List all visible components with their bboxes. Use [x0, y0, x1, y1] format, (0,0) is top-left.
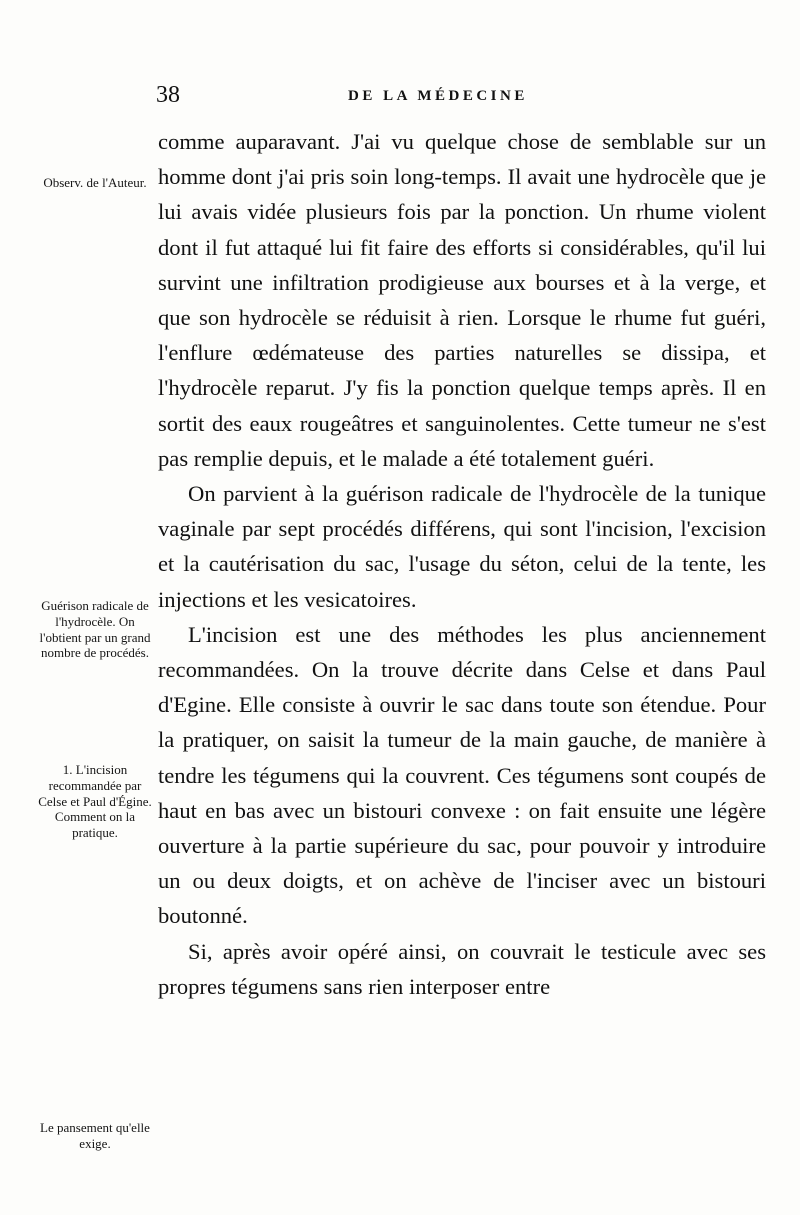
- margin-note-radical-cure: Guérison radicale de l'hydrocèle. On l'obtient par un grand nombre de procédés.: [39, 598, 151, 661]
- margin-note-incision: 1. L'incision recommandée par Celse et Paul d'Égine. Comment on la pratique.: [38, 762, 152, 841]
- page-number: 38: [156, 82, 180, 108]
- paragraph-incision: L'incision est une des méthodes les plus anciennement recommandées. On la trouve décrite dans Celse et dans Paul d'Egine. Elle consiste à ouvrir le sac dans toute son étendue. Pour la pratiquer, on saisit la tumeur de la main gauche, de manière à tendre les tégumens qui la couvrent. Ces tégumens sont coupés de haut en bas avec un bistouri convexe : on fait ensuite une légère ouverture à la partie supérieure du sac, pour pouvoir y introduire un ou deux doigts, et on achève de l'inciser avec un bistouri boutonné.: [158, 621, 766, 929]
- paragraph-dressing: Si, après avoir opéré ainsi, on couvrait le testicule avec ses propres tégumens sans rien interposer entre: [158, 938, 766, 999]
- margin-note-observation: Observ. de l'Auteur.: [43, 175, 147, 190]
- margin-note-dressing: Le pansement qu'elle exige.: [40, 1120, 150, 1151]
- running-title: DE LA MÉDECINE: [348, 88, 528, 104]
- paragraph-continuation: comme auparavant. J'ai vu quelque chose de semblable sur un homme dont j'ai pris soin long-temps. Il avait une hydrocèle que je lui avais vidée plusieurs fois par la ponction. Un rhume violent dont il fut attaqué lui fit faire des efforts si considérables, qu'il lui survint une infiltration prodigieuse aux bourses et à la verge, et que son hydrocèle se réduisit à rien. Lorsque le rhume fut guéri, l'enflure œdémateuse des parties naturelles se dissipa, et l'hydrocèle reparut. J'y fis la ponction quelque temps après. Il en sortit des eaux rougeâtres et sanguinolentes. Cette tumeur ne s'est pas remplie depuis, et le malade a été totalement guéri.: [158, 129, 766, 471]
- paragraph-radical-cure: On parvient à la guérison radicale de l'hydrocèle de la tunique vaginale par sept procédés différens, qui sont l'incision, l'excision et la cautérisation du sac, l'usage du séton, celui de la tente, les injections et les vesicatoires.: [158, 481, 766, 612]
- page-header: [156, 82, 766, 116]
- body-text: [158, 124, 766, 1004]
